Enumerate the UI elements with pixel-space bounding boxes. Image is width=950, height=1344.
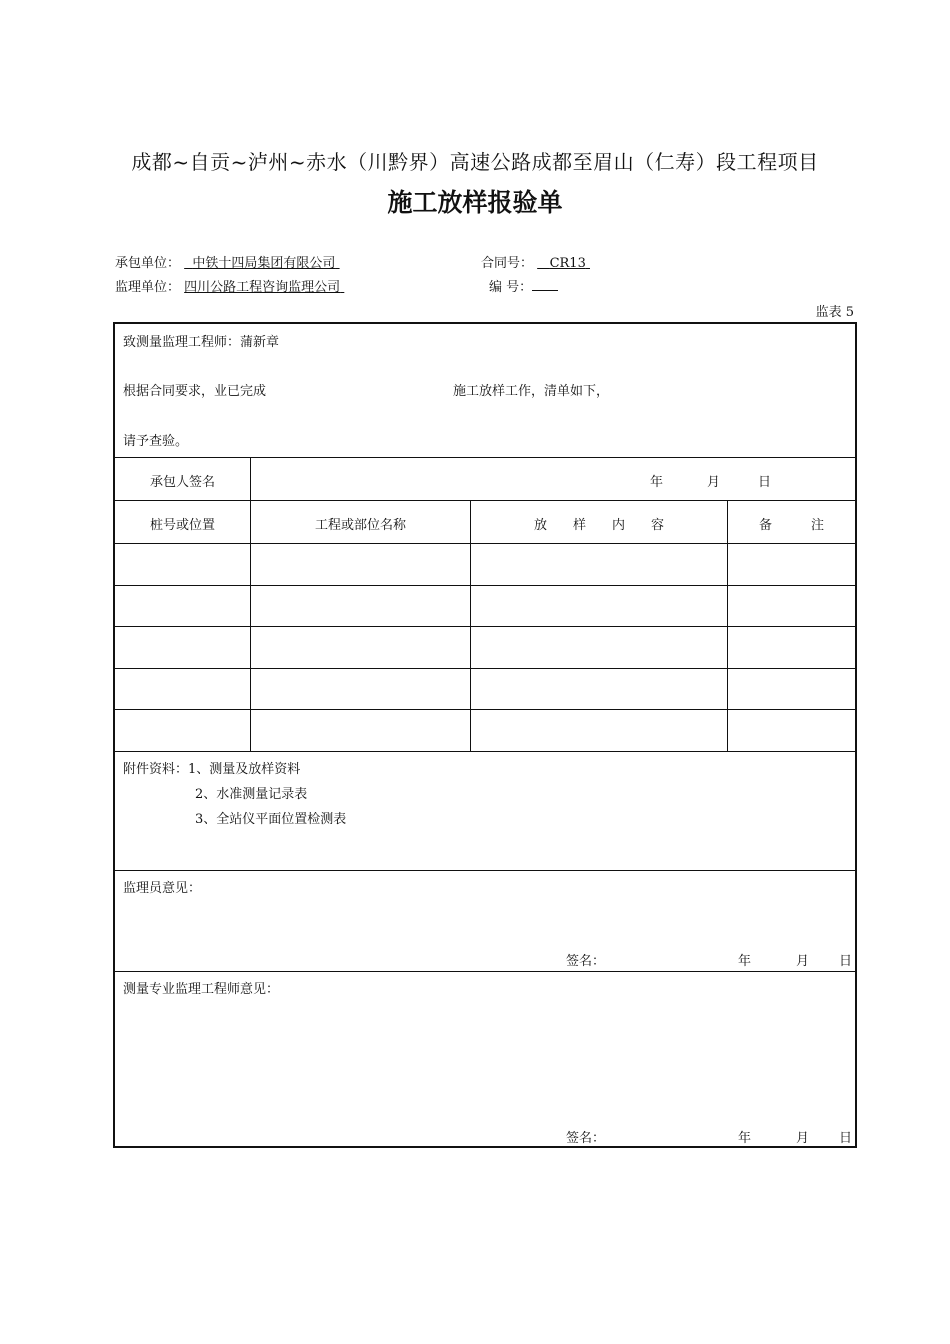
number-line (489, 276, 558, 295)
inspector-year-label: 年 (738, 954, 752, 969)
divider (115, 870, 855, 871)
divider (115, 500, 855, 501)
table-row[interactable] (115, 627, 855, 668)
form-frame (113, 322, 857, 1148)
inspector-opinion-label: 监理员意见： (123, 881, 202, 896)
letter-request: 请予查验。 (123, 434, 189, 449)
inspector-day-label: 日 (839, 954, 853, 969)
letter-body-left: 根据合同要求，业已完成 (123, 384, 267, 399)
contract-no-label: 合同号： (481, 256, 534, 271)
header-remarks: 备 注 (758, 518, 824, 533)
inspector-opinion-field[interactable] (115, 894, 855, 944)
divider (115, 971, 855, 972)
table-row[interactable] (115, 710, 855, 751)
inspector-month-label: 月 (796, 954, 810, 969)
sign-day-label: 日 (758, 475, 772, 490)
header-stakeout-content: 放 样 内 容 (533, 518, 664, 533)
header-station: 桩号或位置 (149, 518, 215, 533)
survey-engineer-opinion-field[interactable] (115, 996, 855, 1116)
sign-month-label: 月 (707, 475, 721, 490)
divider (115, 751, 855, 752)
survey-engineer-sign-label: 签名： (566, 1131, 606, 1146)
header-work-name: 工程或部位名称 (314, 518, 406, 533)
survey-engineer-month-label: 月 (796, 1131, 810, 1146)
form-code: 监表 5 (815, 305, 854, 320)
attachment-item: 3、全站仪平面位置检测表 (195, 812, 347, 827)
table-row[interactable] (115, 544, 855, 585)
number-blank[interactable] (532, 278, 558, 291)
survey-engineer-day-label: 日 (839, 1131, 853, 1146)
inspector-sign-label: 签名： (566, 954, 606, 969)
contract-no-line (481, 252, 590, 271)
contractor-value: 中铁十四局集团有限公司 (192, 256, 336, 271)
letter-body-right: 施工放样工作，清单如下， (453, 384, 610, 399)
contractor-label: 承包单位： (115, 256, 181, 271)
supervisor-value: 四川公路工程咨询监理公司 (184, 280, 341, 295)
survey-engineer-opinion-label: 测量专业监理工程师意见： (123, 982, 280, 997)
addressee-line: 致测量监理工程师：蒲新章 (123, 335, 280, 350)
supervisor-label: 监理单位： (115, 280, 181, 295)
attachment-item: 1、测量及放样资料 (188, 762, 301, 777)
contractor-line (115, 252, 340, 271)
table-row[interactable] (115, 586, 855, 626)
contractor-signature-label: 承包人签名 (149, 475, 215, 490)
survey-engineer-year-label: 年 (738, 1131, 752, 1146)
form-title: 施工放样报验单 (387, 188, 563, 217)
supervisor-line (115, 276, 344, 295)
sign-year-label: 年 (650, 475, 664, 490)
project-title: 成都~自贡~泸州~赤水（川黔界）高速公路成都至眉山（仁寿）段工程项目 (131, 150, 819, 174)
table-row[interactable] (115, 669, 855, 709)
attachment-item: 2、水准测量记录表 (195, 787, 308, 802)
contract-no-value: CR13 (549, 256, 586, 271)
attachments-label: 附件资料： (123, 762, 189, 777)
number-label: 编 号： (489, 280, 533, 295)
